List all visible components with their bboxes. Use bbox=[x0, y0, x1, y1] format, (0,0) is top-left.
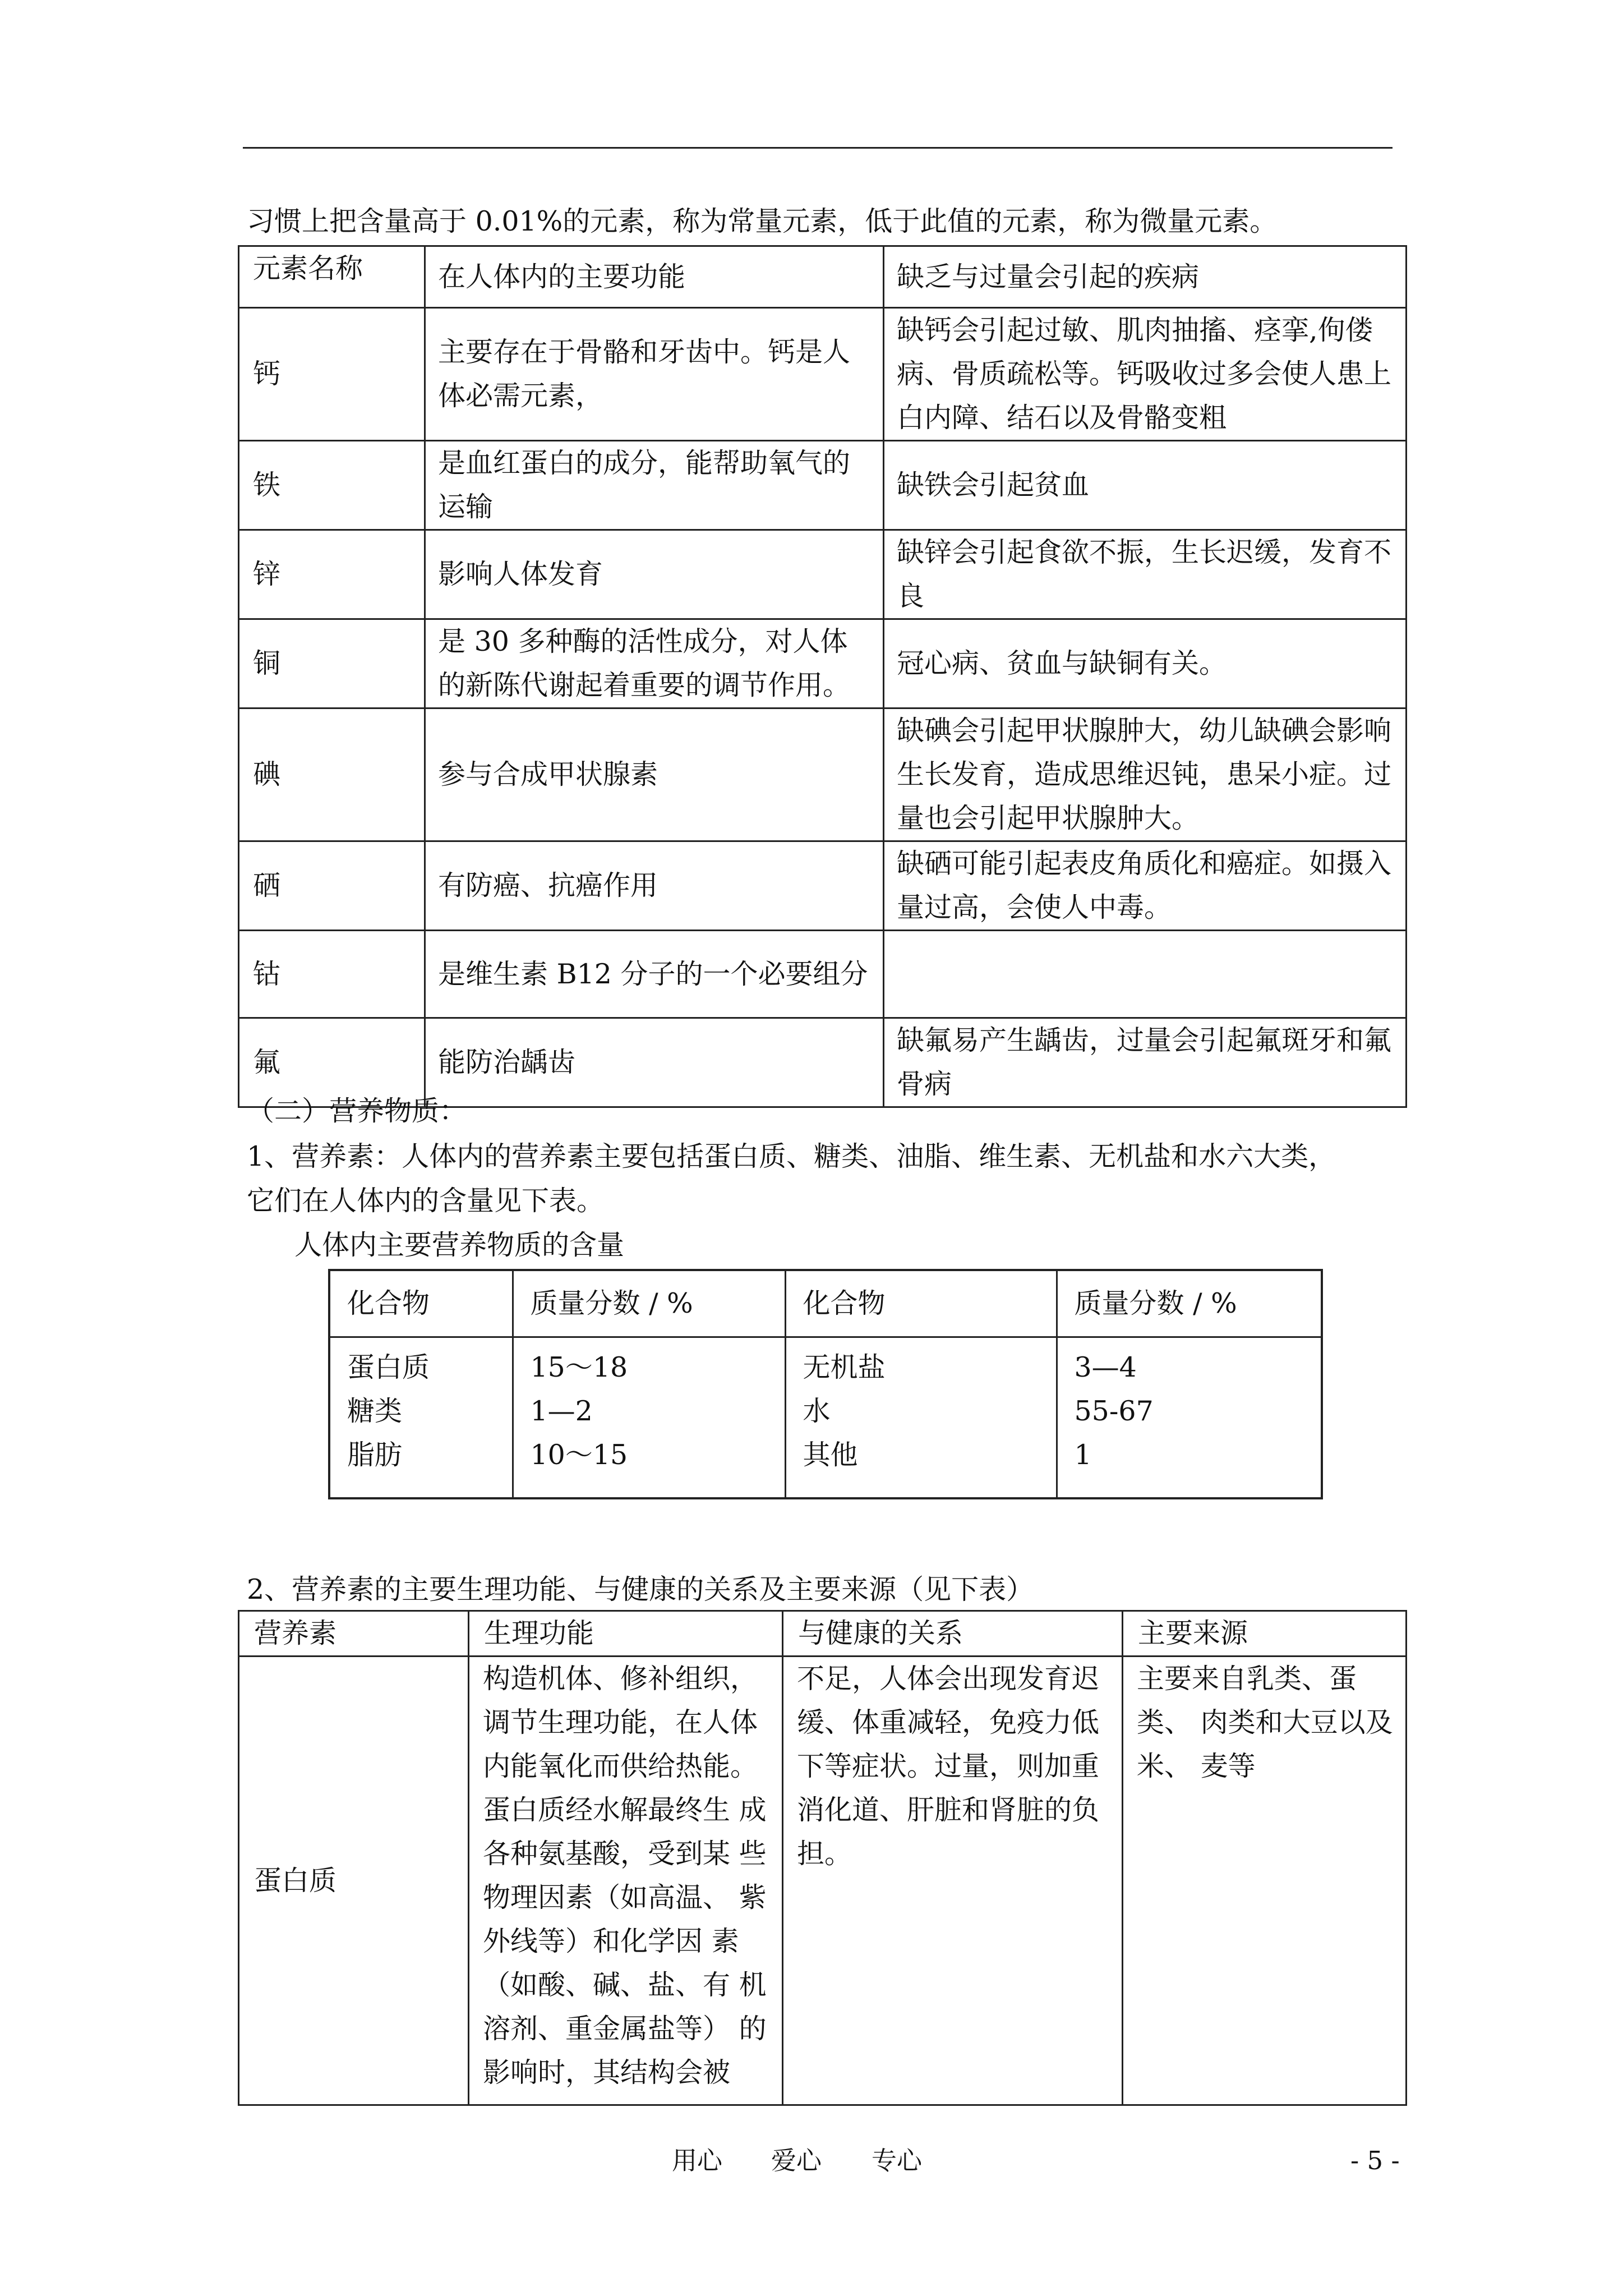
mass-fraction-value: 10～15 bbox=[530, 1439, 628, 1471]
text-line: 缓、体重减轻，免疫力低 bbox=[797, 1706, 1100, 1738]
header-disease: 缺乏与过量会引起的疾病 bbox=[884, 246, 1407, 308]
element-disease: 缺钙会引起过敏、肌肉抽搐、痉挛,佝偻病、骨质疏松等。钙吸收过多会使人患上白内障、结石以及骨骼变粗 bbox=[884, 308, 1407, 441]
compound-name: 其他 bbox=[803, 1439, 858, 1471]
nutrients-paragraph-line-2: 它们在人体内的含量见下表。 bbox=[247, 1185, 605, 1217]
text-line: 调节生理功能，在人体 bbox=[483, 1706, 758, 1738]
element-disease: 缺铁会引起贫血 bbox=[884, 441, 1407, 530]
text-line: 内能氧化而供给热能。 bbox=[483, 1750, 758, 1782]
header-mass-fraction: 质量分数 / % bbox=[1057, 1270, 1322, 1337]
element-name: 钙 bbox=[239, 308, 425, 441]
nutrient-content-table bbox=[328, 1269, 1323, 1499]
intro-line: 习惯上把含量高于 0.01%的元素，称为常量元素，低于此值的元素，称为微量元素。 bbox=[247, 205, 1278, 237]
element-disease: 冠心病、贫血与缺铜有关。 bbox=[884, 619, 1407, 708]
header-physiological-function: 生理功能 bbox=[469, 1611, 783, 1657]
element-function: 是维生素 B12 分子的一个必要组分 bbox=[425, 931, 884, 1018]
text-line: 构造机体、修补组织， bbox=[483, 1663, 758, 1695]
table-row bbox=[239, 619, 1407, 708]
table-row bbox=[239, 1657, 1407, 2105]
nutrients-paragraph-line-1: 1、营养素：人体内的营养素主要包括蛋白质、糖类、油脂、维生素、无机盐和水六大类， bbox=[247, 1140, 1336, 1172]
element-name: 氟 bbox=[239, 1018, 425, 1107]
nutrient-health-cell bbox=[783, 1657, 1123, 2105]
text-line: 担。 bbox=[797, 1838, 852, 1870]
table-row bbox=[239, 841, 1407, 931]
header-function: 在人体内的主要功能 bbox=[425, 246, 884, 308]
element-function: 能防治龋齿 bbox=[425, 1018, 884, 1107]
element-name: 铜 bbox=[239, 619, 425, 708]
table-row bbox=[329, 1337, 1322, 1499]
text-line: 不足，人体会出现发育迟 bbox=[797, 1663, 1100, 1695]
header-health-relation: 与健康的关系 bbox=[783, 1611, 1123, 1657]
footer-motto-2: 爱心 bbox=[771, 2146, 822, 2175]
page-number: - 5 - bbox=[1350, 2146, 1400, 2175]
mass-fraction-column-1 bbox=[513, 1337, 785, 1499]
compound-column-2 bbox=[785, 1337, 1057, 1499]
text-line: 蛋白质经水解最终生 bbox=[483, 1794, 731, 1826]
text-line: 成各种氨基酸，受到某 bbox=[483, 1794, 767, 1870]
table-row bbox=[239, 441, 1407, 530]
text-line: 肉类和大豆以及米、 bbox=[1137, 1706, 1393, 1782]
compound-name: 水 bbox=[803, 1395, 831, 1427]
header-mass-fraction: 质量分数 / % bbox=[513, 1270, 785, 1337]
table-row bbox=[239, 708, 1407, 841]
mass-fraction-value: 1—2 bbox=[530, 1395, 593, 1427]
text-line: 紫外线等）和化学因 bbox=[483, 1881, 767, 1957]
mass-fraction-value: 55-67 bbox=[1074, 1395, 1154, 1427]
element-name: 碘 bbox=[239, 708, 425, 841]
nutrient-source-cell bbox=[1123, 1657, 1407, 2105]
table-header-row bbox=[329, 1270, 1322, 1337]
text-line: 素（如酸、碱、盐、有 bbox=[483, 1925, 739, 2001]
content-table-caption: 人体内主要营养物质的含量 bbox=[294, 1229, 625, 1261]
table-header-row bbox=[239, 246, 1407, 308]
footer-motto-1: 用心 bbox=[672, 2146, 723, 2175]
table-header-row bbox=[239, 1611, 1407, 1657]
text-line: 主要来自乳类、蛋类、 bbox=[1137, 1663, 1357, 1738]
section-two-title: （二）营养物质： bbox=[247, 1095, 467, 1127]
element-disease bbox=[884, 931, 1407, 1018]
compound-name: 糖类 bbox=[347, 1395, 403, 1427]
text-line: 些物理因素（如高温、 bbox=[483, 1838, 767, 1913]
element-function: 是血红蛋白的成分，能帮助氧气的运输 bbox=[425, 441, 884, 530]
element-function: 影响人体发育 bbox=[425, 530, 884, 619]
text-line: 消化道、肝脏和肾脏的负 bbox=[797, 1794, 1100, 1826]
element-disease: 缺氟易产生龋齿，过量会引起氟斑牙和氟骨病 bbox=[884, 1018, 1407, 1107]
element-disease: 缺碘会引起甲状腺肿大，幼儿缺碘会影响生长发育，造成思维迟钝，患呆小症。过量也会引起甲状腺肿大。 bbox=[884, 708, 1407, 841]
header-compound: 化合物 bbox=[329, 1270, 513, 1337]
text-line: 的影响时，其结构会被 bbox=[483, 2013, 767, 2088]
nutrient-function-paragraph: 2、营养素的主要生理功能、与健康的关系及主要来源（见下表） bbox=[247, 1573, 1034, 1605]
element-function: 有防癌、抗癌作用 bbox=[425, 841, 884, 931]
header-rule bbox=[243, 147, 1393, 149]
compound-name: 无机盐 bbox=[803, 1351, 886, 1383]
header-element-name: 元素名称 bbox=[239, 246, 425, 308]
footer-motto-3: 专心 bbox=[872, 2146, 923, 2175]
element-disease: 缺锌会引起食欲不振，生长迟缓，发育不良 bbox=[884, 530, 1407, 619]
trace-elements-table bbox=[238, 245, 1407, 1108]
nutrient-name: 蛋白质 bbox=[239, 1657, 469, 2105]
nutrient-function-cell bbox=[469, 1657, 783, 2105]
element-name: 钴 bbox=[239, 931, 425, 1018]
element-function: 是 30 多种酶的活性成分，对人体的新陈代谢起着重要的调节作用。 bbox=[425, 619, 884, 708]
nutrient-function-table bbox=[238, 1610, 1407, 2106]
element-name: 硒 bbox=[239, 841, 425, 931]
element-name: 铁 bbox=[239, 441, 425, 530]
header-main-source: 主要来源 bbox=[1123, 1611, 1407, 1657]
text-line: 下等症状。过量，则加重 bbox=[797, 1750, 1100, 1782]
header-compound: 化合物 bbox=[785, 1270, 1057, 1337]
element-function: 参与合成甲状腺素 bbox=[425, 708, 884, 841]
mass-fraction-value: 1 bbox=[1074, 1439, 1092, 1471]
mass-fraction-value: 3—4 bbox=[1074, 1351, 1137, 1383]
element-function: 主要存在于骨骼和牙齿中。钙是人体必需元素， bbox=[425, 308, 884, 441]
text-line: 麦等 bbox=[1200, 1750, 1256, 1782]
table-row bbox=[239, 530, 1407, 619]
header-nutrient: 营养素 bbox=[239, 1611, 469, 1657]
element-name: 锌 bbox=[239, 530, 425, 619]
table-row bbox=[239, 931, 1407, 1018]
mass-fraction-value: 15～18 bbox=[530, 1351, 628, 1383]
compound-name: 脂肪 bbox=[347, 1439, 403, 1471]
compound-name: 蛋白质 bbox=[347, 1351, 430, 1383]
text-line: 机溶剂、重金属盐等） bbox=[483, 1969, 767, 2045]
compound-column-1 bbox=[329, 1337, 513, 1499]
table-row bbox=[239, 308, 1407, 441]
element-disease: 缺硒可能引起表皮角质化和癌症。如摄入量过高，会使人中毒。 bbox=[884, 841, 1407, 931]
mass-fraction-column-2 bbox=[1057, 1337, 1322, 1499]
